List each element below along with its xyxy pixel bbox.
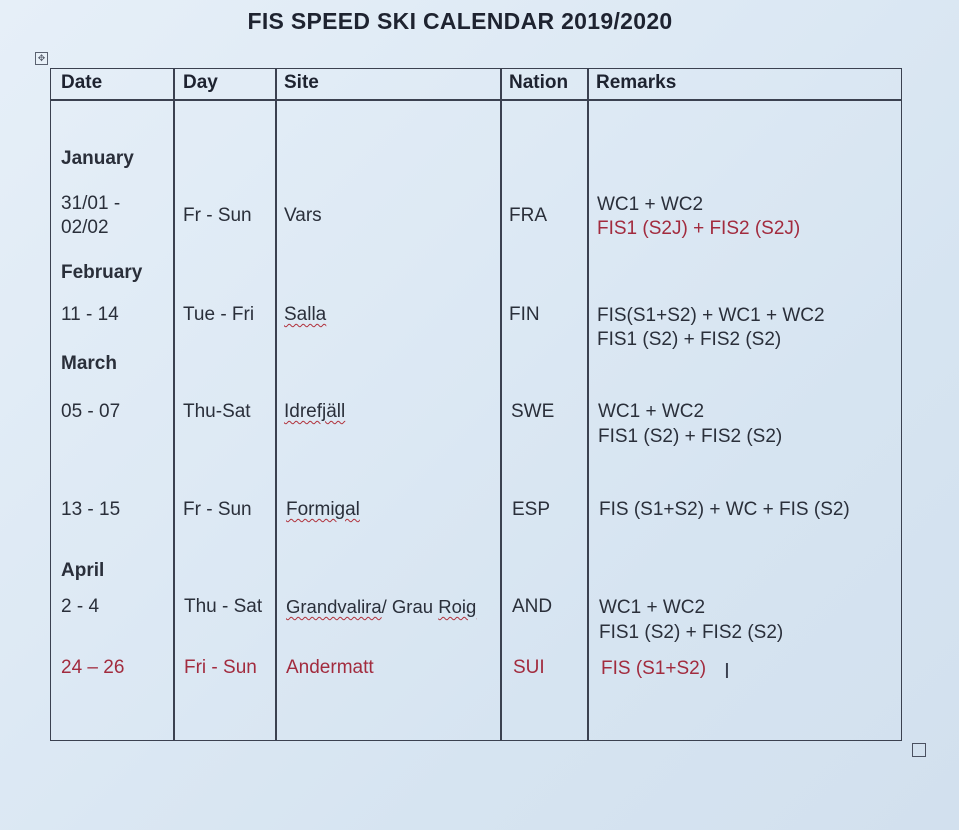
row-remark: WC1 + WC2 [598, 401, 705, 422]
row-remark: FIS (S1+S2) [601, 658, 707, 679]
row-date-line2: 02/02 [61, 217, 109, 238]
column-divider [275, 68, 277, 741]
row-remark-secondary: FIS1 (S2J) + FIS2 (S2J) [597, 218, 801, 239]
month-label-april: April [61, 560, 105, 581]
header-nation: Nation [509, 72, 569, 93]
row-day: Thu-Sat [183, 401, 251, 422]
row-day: Thu - Sat [184, 596, 263, 617]
month-label-january: January [61, 148, 134, 169]
row-date: 05 - 07 [61, 401, 121, 422]
row-date: 2 - 4 [61, 596, 100, 617]
row-day: Fri - Sun [184, 657, 257, 678]
month-label-march: March [61, 353, 117, 374]
row-day: Tue - Fri [183, 304, 255, 325]
row-day: Fr - Sun [183, 205, 252, 226]
row-date: 13 - 15 [61, 499, 121, 520]
row-remark: WC1 + WC2 [597, 194, 704, 215]
header-remarks: Remarks [596, 72, 677, 93]
header-date: Date [61, 72, 103, 93]
row-nation: FIN [509, 304, 540, 325]
header-divider [50, 99, 902, 101]
row-remark: WC1 + WC2 [599, 597, 706, 618]
row-date: 11 - 14 [61, 304, 119, 325]
row-site-part: / Grau [381, 596, 439, 617]
row-remark: FIS (S1+S2) + WC + FIS (S2) [599, 499, 850, 520]
header-site: Site [284, 72, 319, 93]
row-date: 24 – 26 [61, 657, 125, 678]
row-nation: AND [512, 596, 553, 617]
month-label-february: February [61, 262, 143, 283]
column-divider [173, 68, 175, 741]
row-site: Formigal [286, 499, 360, 520]
table-resize-handle-icon[interactable] [912, 743, 926, 757]
row-remark-secondary: FIS1 (S2) + FIS2 (S2) [598, 426, 783, 447]
column-divider [500, 68, 502, 741]
row-site: Andermatt [286, 657, 374, 678]
row-nation: FRA [509, 205, 547, 226]
row-site: Salla [284, 304, 327, 325]
row-nation: SWE [511, 401, 555, 422]
row-site-part: Roig [438, 596, 477, 617]
table-move-handle-icon[interactable]: ✥ [35, 52, 48, 65]
row-site: Vars [284, 205, 322, 226]
page-title: FIS SPEED SKI CALENDAR 2019/2020 [247, 8, 673, 34]
row-remark: FIS(S1+S2) + WC1 + WC2 [597, 305, 825, 326]
row-site [286, 595, 476, 619]
text-cursor-icon: I [724, 659, 730, 683]
row-remark-secondary: FIS1 (S2) + FIS2 (S2) [597, 329, 782, 350]
row-date-line1: 31/01 - [61, 193, 121, 214]
row-nation: ESP [512, 499, 551, 520]
header-day: Day [183, 72, 218, 93]
row-remark-secondary: FIS1 (S2) + FIS2 (S2) [599, 622, 784, 643]
row-nation: SUI [513, 657, 545, 678]
row-day: Fr - Sun [183, 499, 252, 520]
column-divider [587, 68, 589, 741]
row-site: Idrefjäll [284, 401, 346, 422]
row-site-part: Grandvalira [286, 596, 382, 617]
